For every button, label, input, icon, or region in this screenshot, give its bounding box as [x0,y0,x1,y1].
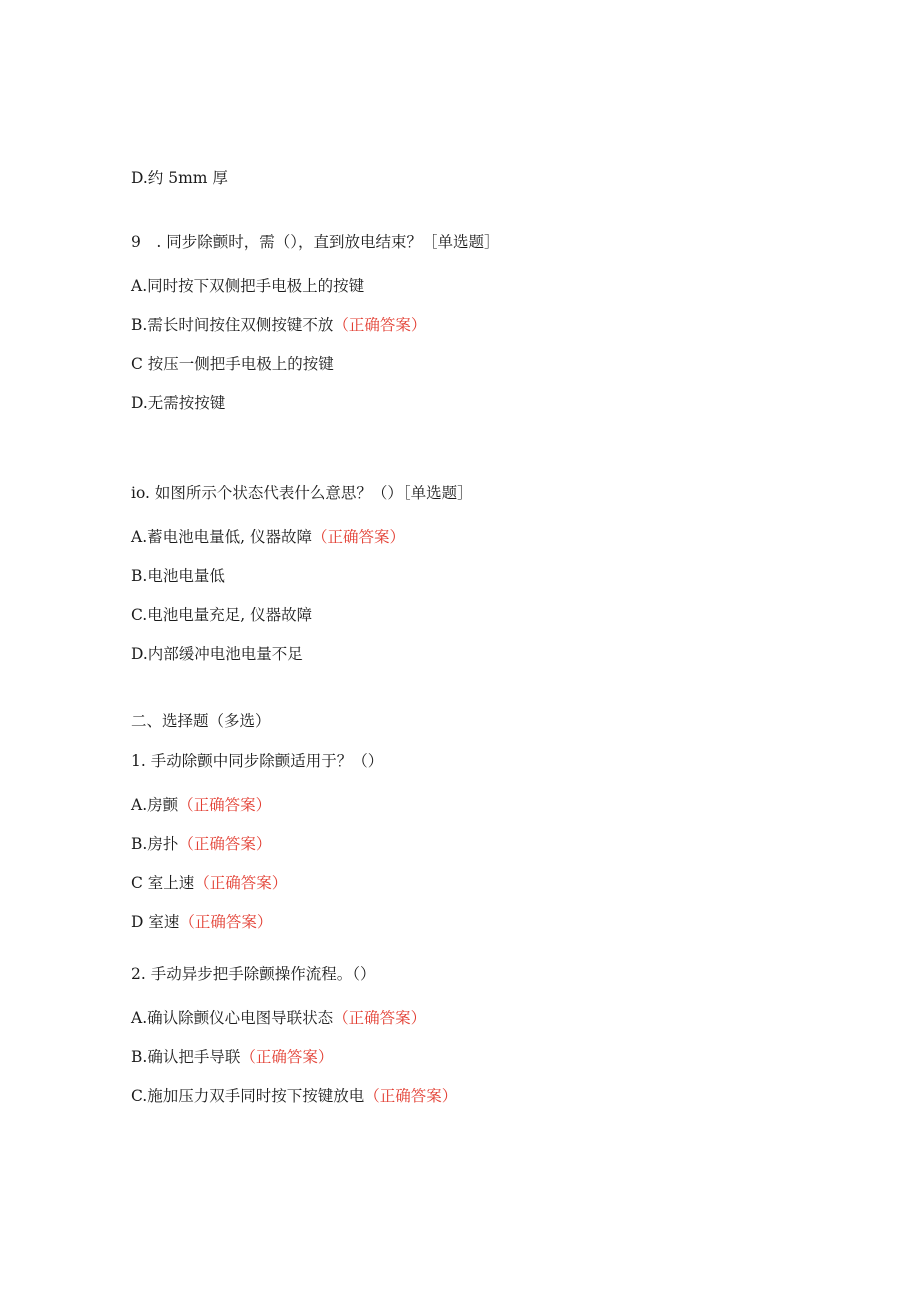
correct-answer-mark: （正确答案） [311,528,405,546]
correct-answer-mark: （正确答案） [364,1087,458,1105]
question-m2 [131,964,375,984]
option-a [131,527,405,547]
option-text: C.电池电量充足, 仪器故障 [131,606,313,624]
option-c [131,1086,457,1106]
correct-answer-mark: （正确答案） [194,874,288,892]
option-c [131,605,312,625]
correct-answer-mark: （正确答案） [178,835,272,853]
correct-answer-mark: （正确答案） [179,913,273,931]
section-title: 二、选择题（多选） [131,712,271,730]
option-text: B.电池电量低 [131,567,225,585]
option-text: A.同时按下双侧把手电极上的按键 [131,277,365,295]
option-d [131,393,225,413]
option-text: A.房颤 [131,796,179,814]
question-text: 1. 手动除颤中同步除颤适用于？（） [131,752,384,770]
option-a [131,1008,426,1028]
option-d [131,644,303,664]
option-text: A.蓄电池电量低, 仪器故障 [131,528,312,546]
question-text: io. 如图所示个状态代表什么意思？（）［单选题］ [131,484,473,502]
option-b [131,1047,333,1067]
option-b [131,566,225,586]
option-b [131,315,426,335]
option-d [131,912,272,932]
option-text: B.需长时间按住双侧按键不放 [131,316,334,334]
option-text: D.无需按按键 [131,394,226,412]
question-m1 [131,751,383,771]
correct-answer-mark: （正确答案） [178,796,272,814]
question-text: 9 . 同步除颤时，需（），直到放电结束？［单选题］ [131,233,500,251]
option-text: D.内部缓冲电池电量不足 [131,645,303,663]
option-text: D 室速 [131,913,180,931]
correct-answer-mark: （正确答案） [333,1009,427,1027]
correct-answer-mark: （正确答案） [240,1048,334,1066]
question-9 [131,232,499,252]
option-c [131,873,287,893]
option-text: C 室上速 [131,874,195,892]
option-text: B.确认把手导联 [131,1048,241,1066]
option-text: B.房扑 [131,835,179,853]
section-heading [131,711,271,731]
option-a [131,795,271,815]
option-text: C.施加压力双手同时按下按键放电 [131,1087,365,1105]
option-text: D.约 5mm 厚 [131,169,228,187]
question-10 [131,483,473,503]
option-text: A.确认除颤仪心电图导联状态 [131,1009,334,1027]
correct-answer-mark: （正确答案） [333,316,427,334]
option-c [131,354,334,374]
option-a [131,276,364,296]
question-text: 2. 手动异步把手除颤操作流程。（） [131,965,376,983]
option-b [131,834,271,854]
option-text: C 按压一侧把手电极上的按键 [131,355,334,373]
option-d [131,168,228,188]
